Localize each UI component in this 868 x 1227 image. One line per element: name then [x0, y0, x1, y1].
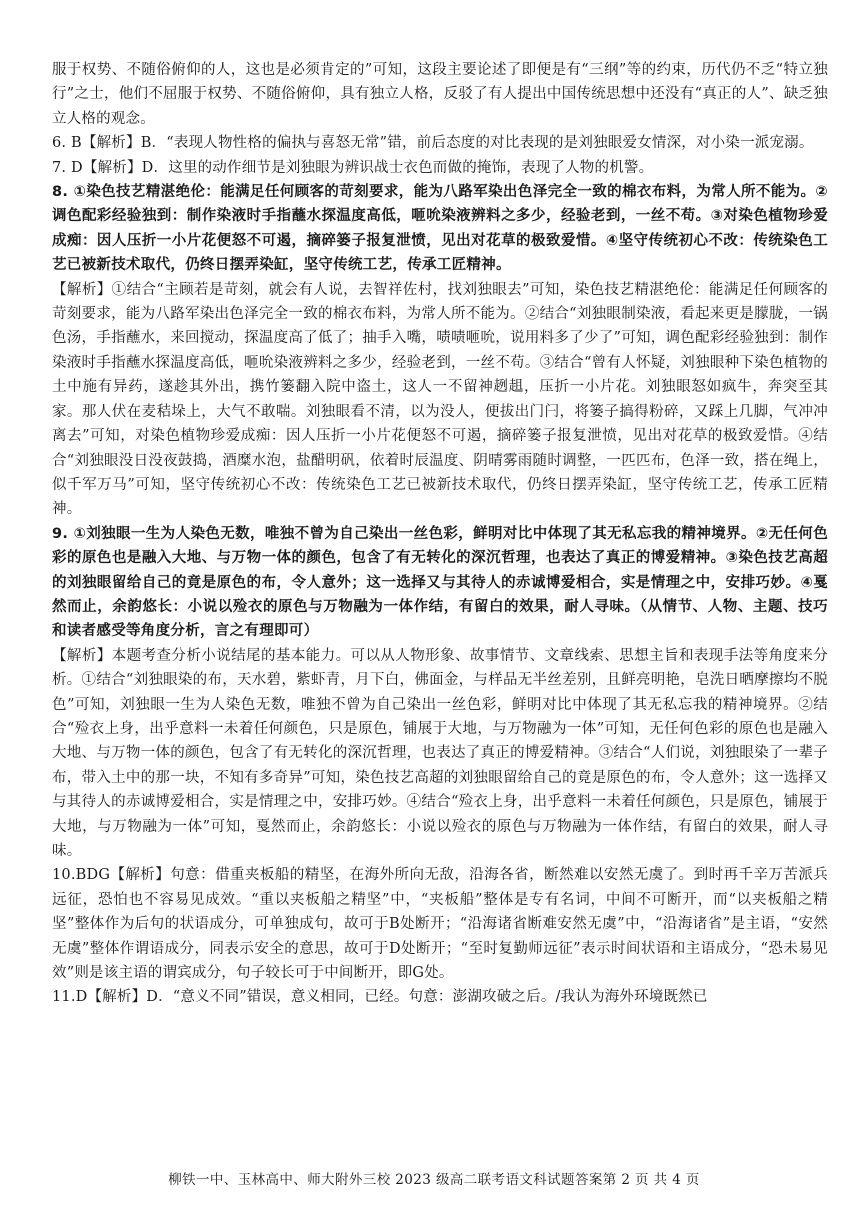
page-footer: 柳铁一中、玉林高中、师大附外三校 2023 级高二联考语文科试题答案第 2 页 共 4 页	[168, 1172, 700, 1188]
answer-q7: 7. D【解析】D．这里的动作细节是刘独眼为辨识战士衣色而做的掩饰，表现了人物的机警。	[52, 159, 654, 176]
answer-q6: 6. B【解析】B．“表现人物性格的偏执与喜怒无常”错，前后态度的对比表现的是刘独眼爱女情深，对小染一派宠溺。	[52, 135, 814, 152]
answer-q10: 10.BDG【解析】句意：借重夹板船的精坚，在海外所向无敌，沿海各省，断然难以安然无虞了。到时再千辛万苦派兵远征，恐怕也不容易见成效。“重以夹板船之精坚”中，“夹板船”整体是专有名词，中间不可断开，而“以夹板船之精坚”整体作为后句的状语成分，可单独成句，故可于B处断开；“沿海诸省断难安然无虞”中，“沿海诸省”是主语，“安然无虞”整体作谓语成分，同表示安全的意思，故可于D处断开；“至时复勤师远征”表示时间状语和主语成分，“恐未易见效”则是该主语的谓宾成分，句子较长可于中间断开，即G处。	[52, 867, 828, 982]
analysis-q9: 【解析】本题考查分析小说结尾的基本能力。可以从人物形象、故事情节、文章线索、思想主旨和表现手法等角度来分析。①结合“刘独眼染的布，天水碧，紫虾青，月下白，佛面金，与样品无半丝差别，且鲜亮明艳，皂洗日晒摩擦均不脱色”可知，刘独眼一生为人染色无数，唯独不曾为自己染出一丝色彩，鲜明对比中体现了其无私忘我的精神境界。②结合“殓衣上身，出乎意料一未着任何颜色，只是原色，铺展于大地，与万物融为一体”可知，无任何色彩的原色也是融入大地、与万物一体的颜色，包含了有无转化的深沉哲理，也表达了真正的博爱精神。③结合“人们说，刘独眼染了一辈子布，带入土中的那一块，不知有多奇异”可知，染色技艺高超的刘独眼留给自己的竟是原色的布，令人意外；这一选择又与其待人的赤诚博爱相合，实是情理之中，安排巧妙。④结合“殓衣上身，出乎意料一未着任何颜色，只是原色，铺展于大地，与万物融为一体”可知，戛然而止，余韵悠长：小说以殓衣的原色与万物融为一体作结，有留白的效果，耐人寻味。	[52, 647, 828, 859]
paragraph-p1: 服于权势、不随俗俯仰的人，这也是必须肯定的”可知，这段主要论述了即便是有“三纲”等的约束，历代仍不乏“特立独行”之士，他们不屈服于权势、不随俗俯仰，具有独立人格，反驳了有人提出中国传统思想中还没有“真正的人”、缺乏独立人格的观念。	[52, 62, 828, 127]
answer-q11: 11.D【解析】D．“意义不同”错误，意义相同，已经。句意：澎湖攻破之后。/我认为海外环境既然已	[52, 989, 708, 1006]
analysis-q8: 【解析】①结合“主顾若是苛刻，就会有人说，去智祥佐村，找刘独眼去”可知，染色技艺精湛绝伦：能满足任何顾客的苛刻要求，能为八路军染出色泽完全一致的棉衣布料，为常人所不能为。②结合“刘独眼制染液，看起来更是朦胧，一锅色汤，手指蘸水，来回搅动，探温度高了低了；抽手入嘴，啧啧咂吮，说用料多了少了”可知，调色配彩经验独到：制作染液时手指蘸水探温度高低，咂吮染液辨料之多少，经验老到，一丝不苟。③结合“曾有人怀疑，刘独眼种下染色植物的土中施有异药，遂趁其外出，携竹篓翻入院中盗土，这人一不留神趔趄，压折一小片花。刘独眼怒如疯牛，奔突至其家。那人伏在麦秸垛上，大气不敢喘。刘独眼看不清，以为没人，便拔出门闩，将篓子搞得粉碎，又踩上几脚，气冲冲离去”可知，对染色植物珍爱成痴：因人压折一小片花便怒不可遏，摘碎篓子报复泄愤，见出对花草的极致爱惜。④结合“刘独眼没日没夜鼓捣，酒糜水泡，盐醋明矾，依着时辰温度、阴晴雾雨随时调整，一匹匹布，色泽一致，搭在绳上，似千军万马”可知，坚守传统初心不改：传统染色工艺已被新技术取代，仍终日摆弄染缸，坚守传统工艺，传承工匠精神。	[52, 281, 828, 518]
answer-q9: 9. ①刘独眼一生为人染色无数，唯独不曾为自己染出一丝色彩，鲜明对比中体现了其无私忘我的精神境界。②无任何色彩的原色也是融入大地、与万物一体的颜色，包含了有无转化的深沉哲理，也表达了真正的博爱精神。③染色技艺高超的刘独眼留给自己的竟是原色的布，令人意外；这一选择又与其待人的赤诚博爱相合，实是情理之中，安排巧妙。④戛然而止，余韵悠长：小说以殓衣的原色与万物融为一体作结，有留白的效果，耐人寻味。（从情节、人物、主题、技巧和读者感受等角度分析，言之有理即可）	[52, 525, 828, 640]
answer-q8: 8. ①染色技艺精湛绝伦：能满足任何顾客的苛刻要求，能为八路军染出色泽完全一致的棉衣布料，为常人所不能为。②调色配彩经验独到：制作染液时手指蘸水探温度高低，咂吮染液辨料之多少，经验老到，一丝不苟。③对染色植物珍爱成痴：因人压折一小片花便怒不可遏，摘碎篓子报复泄愤，见出对花草的极致爱惜。④坚守传统初心不改：传统染色工艺已被新技术取代，仍终日摆弄染缸，坚守传统工艺，传承工匠精神。	[52, 184, 828, 274]
